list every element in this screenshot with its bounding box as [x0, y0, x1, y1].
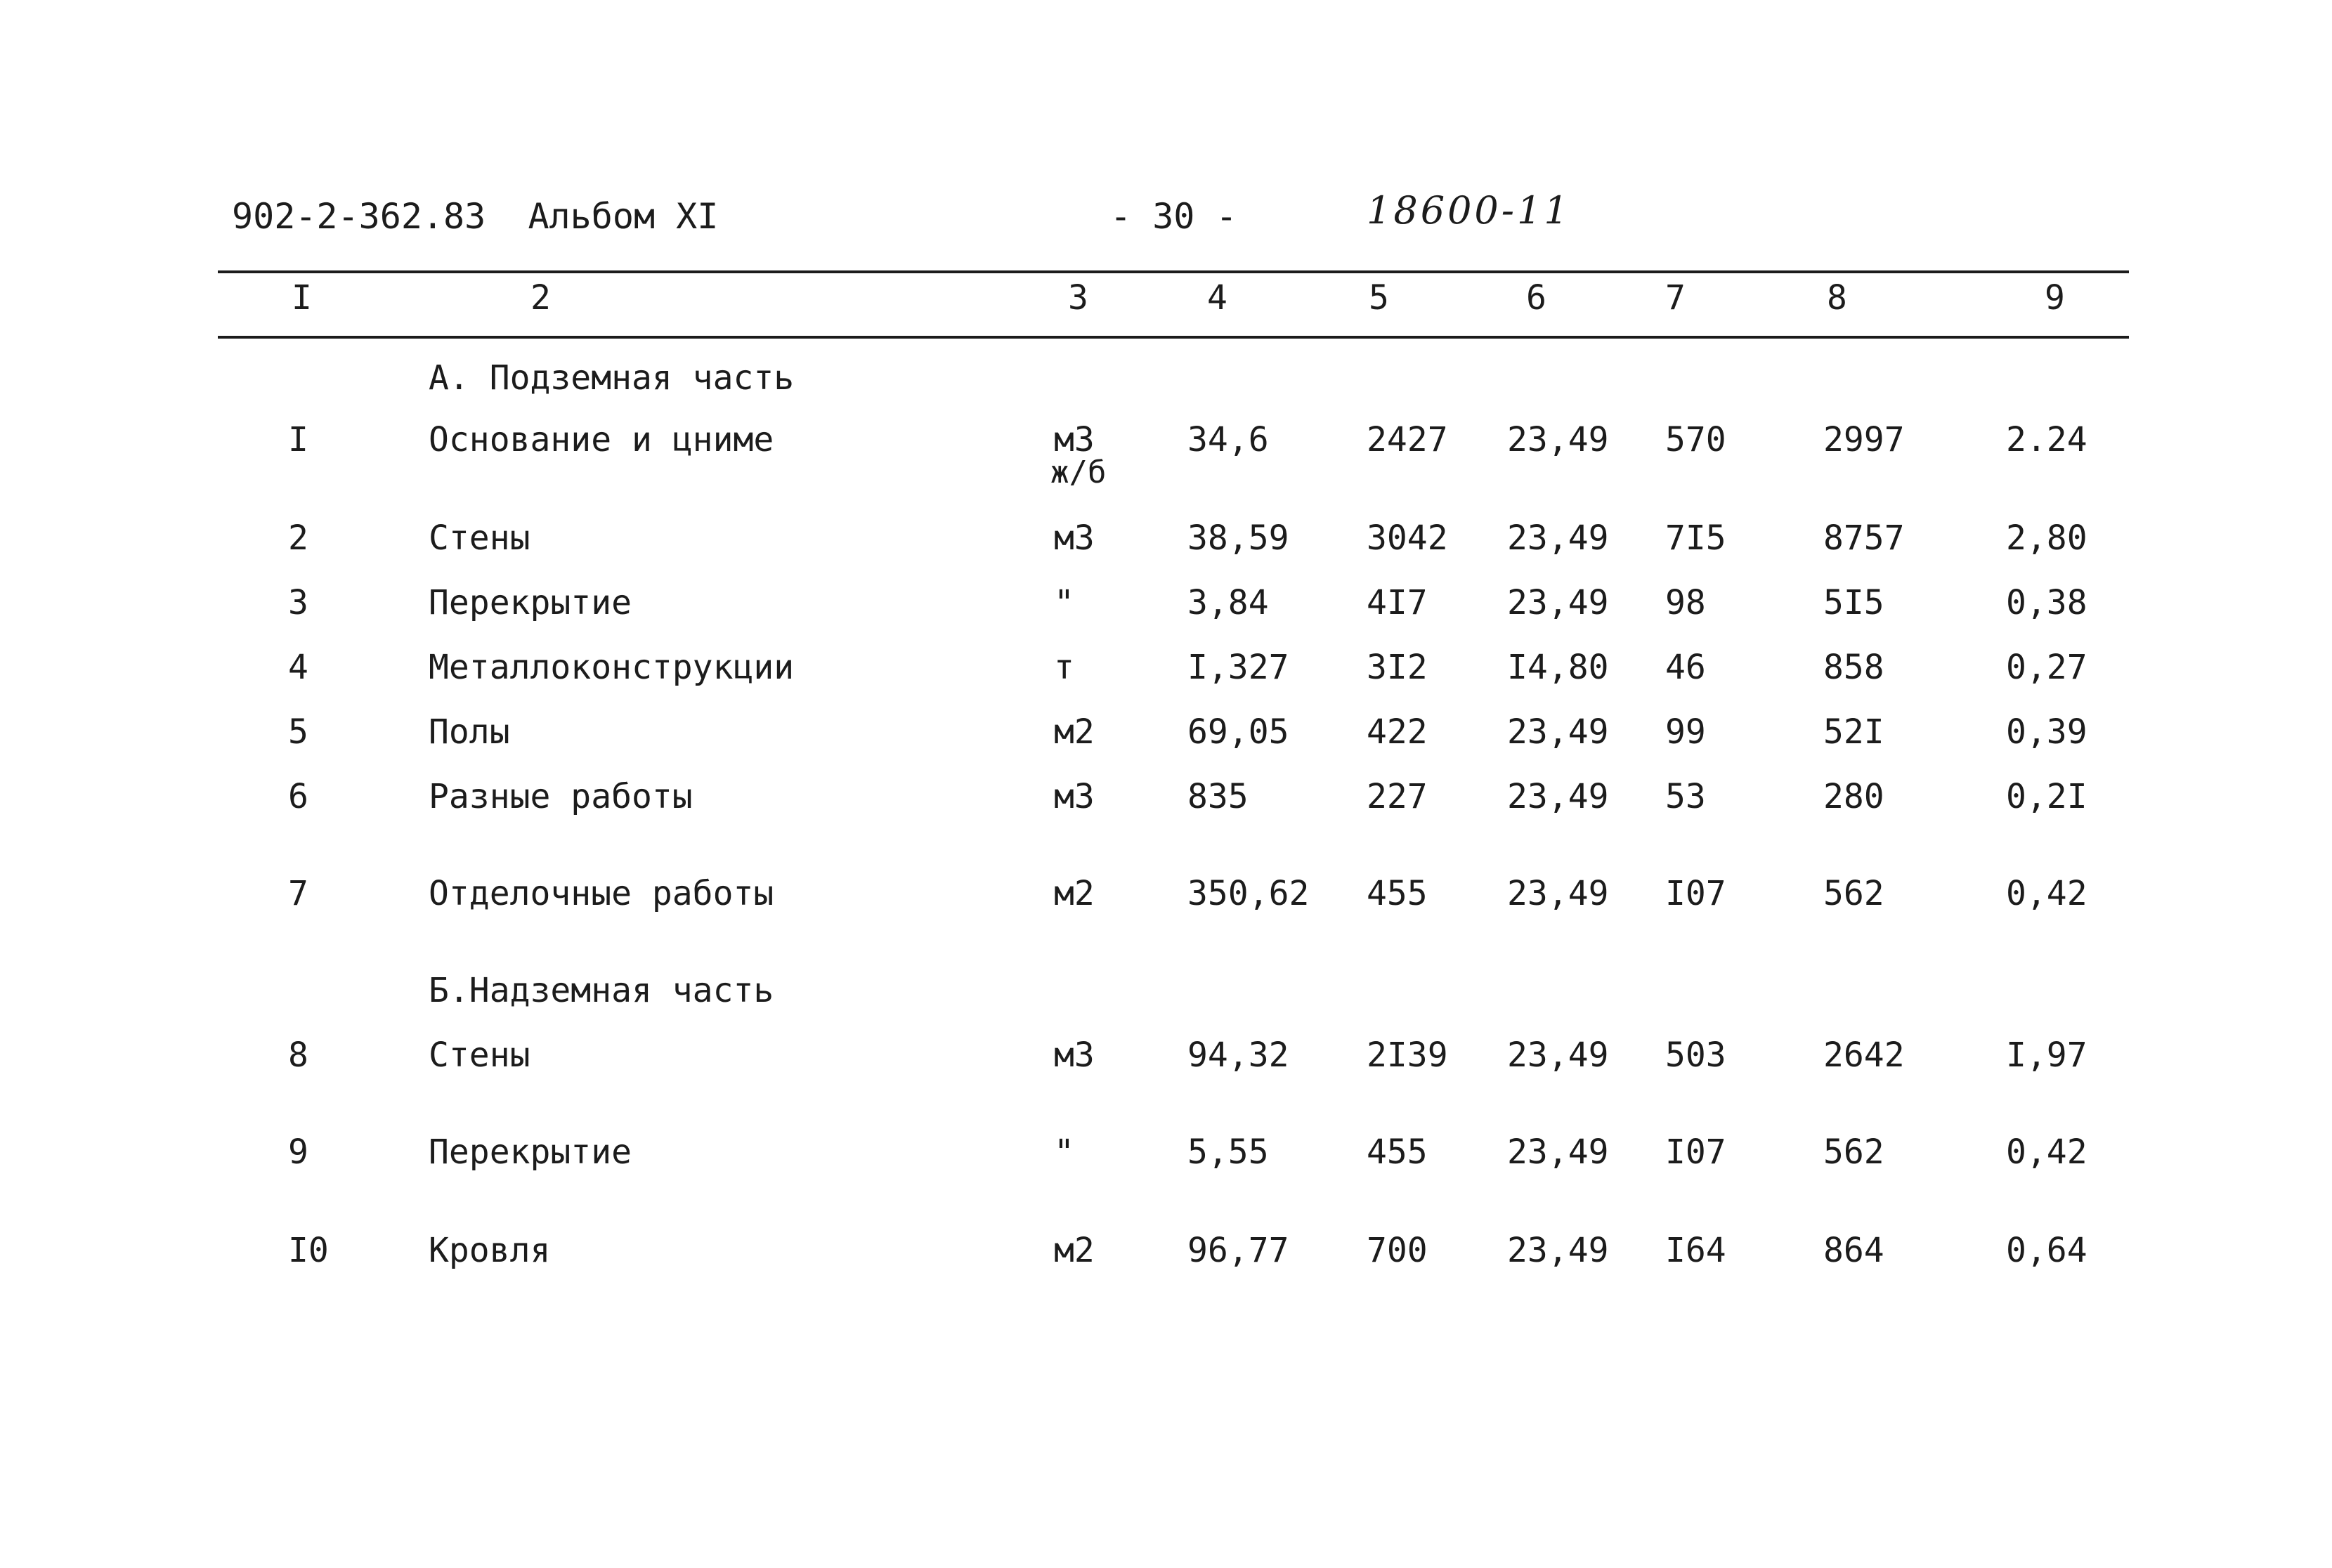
row-col5: 3042 [1367, 518, 1448, 558]
project-code: 902-2-362.83 [232, 196, 486, 237]
row-col6: 23,49 [1507, 583, 1609, 622]
row-unit: м3 [1054, 777, 1095, 816]
row-col9: 0,42 [2006, 874, 2087, 913]
row-col4: 34,6 [1187, 420, 1269, 459]
row-col5: 3I2 [1367, 648, 1428, 687]
row-col6: 23,49 [1507, 1231, 1609, 1270]
row-number: 2 [288, 518, 308, 558]
column-header-3: 3 [1068, 278, 1088, 318]
row-name: Основание и цниме [429, 420, 774, 459]
row-unit: м2 [1054, 712, 1095, 752]
row-col4: 94,32 [1187, 1035, 1289, 1075]
album-label: Альбом XI [528, 196, 719, 237]
row-col9: 2,80 [2006, 518, 2087, 558]
row-name: Перекрытие [429, 1132, 632, 1172]
row-col5: 2427 [1367, 420, 1448, 459]
row-col5: 700 [1367, 1231, 1428, 1270]
row-col6: 23,49 [1507, 777, 1609, 816]
row-unit: м2 [1054, 874, 1095, 913]
row-number: 8 [288, 1035, 308, 1075]
row-col8: 562 [1823, 1132, 1884, 1172]
row-col6: 23,49 [1507, 518, 1609, 558]
row-col6: 23,49 [1507, 1132, 1609, 1172]
row-col8: 52I [1823, 712, 1884, 752]
row-col8: 2642 [1823, 1035, 1905, 1075]
column-header-7: 7 [1665, 278, 1686, 318]
row-col7: 7I5 [1665, 518, 1726, 558]
row-col8: 864 [1823, 1231, 1884, 1270]
row-unit-sub: ж/б [1050, 455, 1107, 490]
row-col6: 23,49 [1507, 420, 1609, 459]
row-number: 3 [288, 583, 308, 622]
row-col7: 99 [1665, 712, 1706, 752]
page-number: - 30 - [1110, 196, 1237, 237]
row-name: Полы [429, 712, 510, 752]
row-col9: 2.24 [2006, 420, 2087, 459]
row-col7: 503 [1665, 1035, 1726, 1075]
row-number: 6 [288, 777, 308, 816]
row-number: 5 [288, 712, 308, 752]
table-header-rule [218, 336, 2129, 339]
row-col4: 5,55 [1187, 1132, 1269, 1172]
row-col8: 562 [1823, 874, 1884, 913]
handwritten-note: 18600-11 [1367, 188, 1571, 233]
row-col5: 2I39 [1367, 1035, 1448, 1075]
row-col5: 227 [1367, 777, 1428, 816]
row-name: Разные работы [429, 777, 693, 816]
row-col5: 455 [1367, 874, 1428, 913]
row-name: Перекрытие [429, 583, 632, 622]
row-col5: 455 [1367, 1132, 1428, 1172]
row-unit: м2 [1054, 1231, 1095, 1270]
row-col7: I64 [1665, 1231, 1726, 1270]
row-unit: м3 [1054, 518, 1095, 558]
row-unit: т [1054, 648, 1074, 687]
row-col6: 23,49 [1507, 712, 1609, 752]
row-col5: 422 [1367, 712, 1428, 752]
table-top-rule [218, 270, 2129, 273]
row-col4: 3,84 [1187, 583, 1269, 622]
row-col9: 0,39 [2006, 712, 2087, 752]
row-col9: 0,2I [2006, 777, 2087, 816]
row-col9: 0,42 [2006, 1132, 2087, 1172]
column-header-2: 2 [530, 278, 551, 318]
column-header-6: 6 [1526, 278, 1546, 318]
document-header-code [232, 195, 718, 237]
row-col5: 4I7 [1367, 583, 1428, 622]
row-col8: 8757 [1823, 518, 1905, 558]
row-unit: " [1054, 583, 1074, 622]
row-col7: 570 [1665, 420, 1726, 459]
row-col6: I4,80 [1507, 648, 1609, 687]
section-title: Б.Надземная часть [429, 971, 774, 1010]
row-col7: I07 [1665, 1132, 1726, 1172]
column-header-5: 5 [1369, 278, 1389, 318]
row-col9: I,97 [2006, 1035, 2087, 1075]
row-number: 9 [288, 1132, 308, 1172]
row-col9: 0,27 [2006, 648, 2087, 687]
row-col9: 0,64 [2006, 1231, 2087, 1270]
row-col7: 98 [1665, 583, 1706, 622]
row-col4: 350,62 [1187, 874, 1310, 913]
section-title: А. Подземная часть [429, 358, 795, 398]
row-col6: 23,49 [1507, 1035, 1609, 1075]
row-number: 7 [288, 874, 308, 913]
row-col7: 46 [1665, 648, 1706, 687]
row-number: I [288, 420, 308, 459]
row-unit: " [1054, 1132, 1074, 1172]
column-header-9: 9 [2045, 278, 2065, 318]
row-col4: 38,59 [1187, 518, 1289, 558]
row-col4: 69,05 [1187, 712, 1289, 752]
row-col4: 96,77 [1187, 1231, 1289, 1270]
row-unit: м3 [1054, 1035, 1095, 1075]
row-number: 4 [288, 648, 308, 687]
row-unit: м3 [1054, 420, 1095, 459]
row-name: Отделочные работы [429, 874, 774, 913]
row-col9: 0,38 [2006, 583, 2087, 622]
row-name: Стены [429, 518, 530, 558]
row-col8: 5I5 [1823, 583, 1884, 622]
column-header-4: 4 [1207, 278, 1227, 318]
row-col8: 280 [1823, 777, 1884, 816]
column-header-8: 8 [1827, 278, 1847, 318]
row-col4: I,327 [1187, 648, 1289, 687]
row-name: Металлоконструкции [429, 648, 795, 687]
row-col6: 23,49 [1507, 874, 1609, 913]
row-col8: 858 [1823, 648, 1884, 687]
row-name: Стены [429, 1035, 530, 1075]
column-header-1: I [292, 278, 312, 318]
row-col7: I07 [1665, 874, 1726, 913]
row-col7: 53 [1665, 777, 1706, 816]
row-name: Кровля [429, 1231, 551, 1270]
row-col4: 835 [1187, 777, 1249, 816]
row-number: I0 [288, 1231, 329, 1270]
row-col8: 2997 [1823, 420, 1905, 459]
